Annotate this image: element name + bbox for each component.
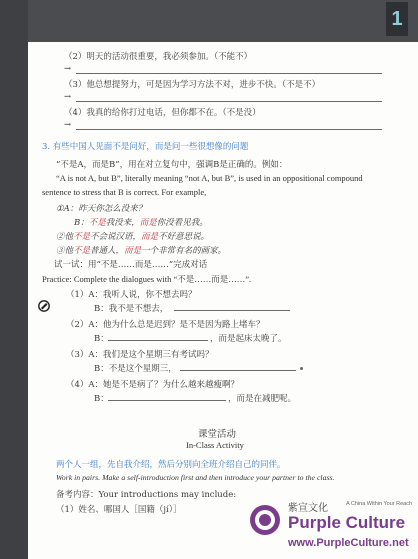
dialogue-1-a: （1）A：我听人说，你不想去吗？ [66,290,197,300]
practice-title-en: Practice: Complete the dialogues with “不是……而是……”. [42,274,252,284]
example-1-b: B：不是我没来，而是你没看见我。 [74,218,208,228]
activity-item-1: （1）姓名、哪国人［国籍（jí）］ [56,505,182,515]
watermark-cn: 紫宣文化 [288,503,328,514]
answer-blank[interactable] [108,340,208,341]
exercise-item-2: （2）明天的活动很重要，我必须参加。（不能不） [64,52,253,62]
practice-title-cn: 试一试：用“不是……而是……”完成对话 [54,260,208,270]
answer-line[interactable] [76,129,382,130]
dialogue-4-b-suffix: ，而是在减肥呢。 [228,394,297,404]
example-1-a: ①A：昨天你怎么没来？ [56,204,147,214]
arrow: → [64,92,72,102]
arrow: → [64,120,72,130]
watermark-tagline: A China Within Your Reach [346,501,413,507]
arrow: → [64,64,72,74]
activity-title-en: In-Class Activity [186,440,244,450]
dialogue-2-b-suffix: ，而是起床太晚了。 [210,334,287,344]
dialogue-1-b: B：我不是不想去， [94,304,169,314]
dialogue-3-a: （3）A：我们是这个星期三有考试吗？ [66,350,214,360]
exercise-item-3: （3）他总想提努力，可是因为学习方法不对，进步不快。（不是不） [64,80,321,90]
period-dot [300,367,303,370]
answer-blank[interactable] [180,370,296,371]
dialogue-3-b: B：不是这个星期三， [94,364,177,374]
example-3: ③他不是普通人，而是一个非常有名的画家。 [56,246,227,256]
textbook-page [28,42,418,559]
watermark-url: www.PurpleCulture.net [288,537,409,549]
exercise-item-4: （4）我真的给你打过电话，但你都不在。（不是没） [64,108,261,118]
page-tab-number: 1 [386,2,408,36]
grammar-explanation-en: “A is not A, but B”, literally meaning “not A, but B”, is used in an oppositional compound [56,173,363,183]
activity-title-cn: 课堂活动 [198,429,237,440]
grammar-explanation-en-2: sentence to stress that B is correct. For example, [42,187,207,197]
activity-instruction-cn: 两个人一组，先自我介绍，然后分别向全班介绍自己的同伴。 [56,460,286,470]
dialogue-4-a: （4）A：她是不是病了？为什么越来越瘦啊？ [66,380,240,390]
activity-reference: 备考内容：Your introductions may include: [56,490,237,500]
top-bar [28,0,418,42]
purple-culture-watermark [248,497,413,557]
answer-blank[interactable] [174,310,290,311]
grammar-explanation-cn: “不是A，而是B”，用在对立复句中，强调B是正确的。例如： [56,160,288,170]
page-edge-shadow [0,0,28,559]
answer-blank[interactable] [108,400,226,401]
purple-culture-logo-icon [248,503,282,537]
answer-line[interactable] [76,101,382,102]
watermark-brand: Purple Culture [288,513,406,532]
dialogue-2-a: （2）A：他为什么总是迟到？是不是因为路上堵车？ [66,320,265,330]
answer-line[interactable] [76,73,382,74]
section-title: 3. 有些中国人见面不是问好，而是问一些很想像的问题 [42,142,249,152]
pencil-icon [38,300,51,312]
dialogue-2-b-label: B： [94,334,109,344]
dialogue-4-b-label: B： [94,394,109,404]
example-2: ②他不是不会说汉语，而是不好意思说。 [56,232,210,242]
activity-instruction-en: Work in pairs. Make a self-introduction first and then introduce your partner to the class. [56,473,335,482]
